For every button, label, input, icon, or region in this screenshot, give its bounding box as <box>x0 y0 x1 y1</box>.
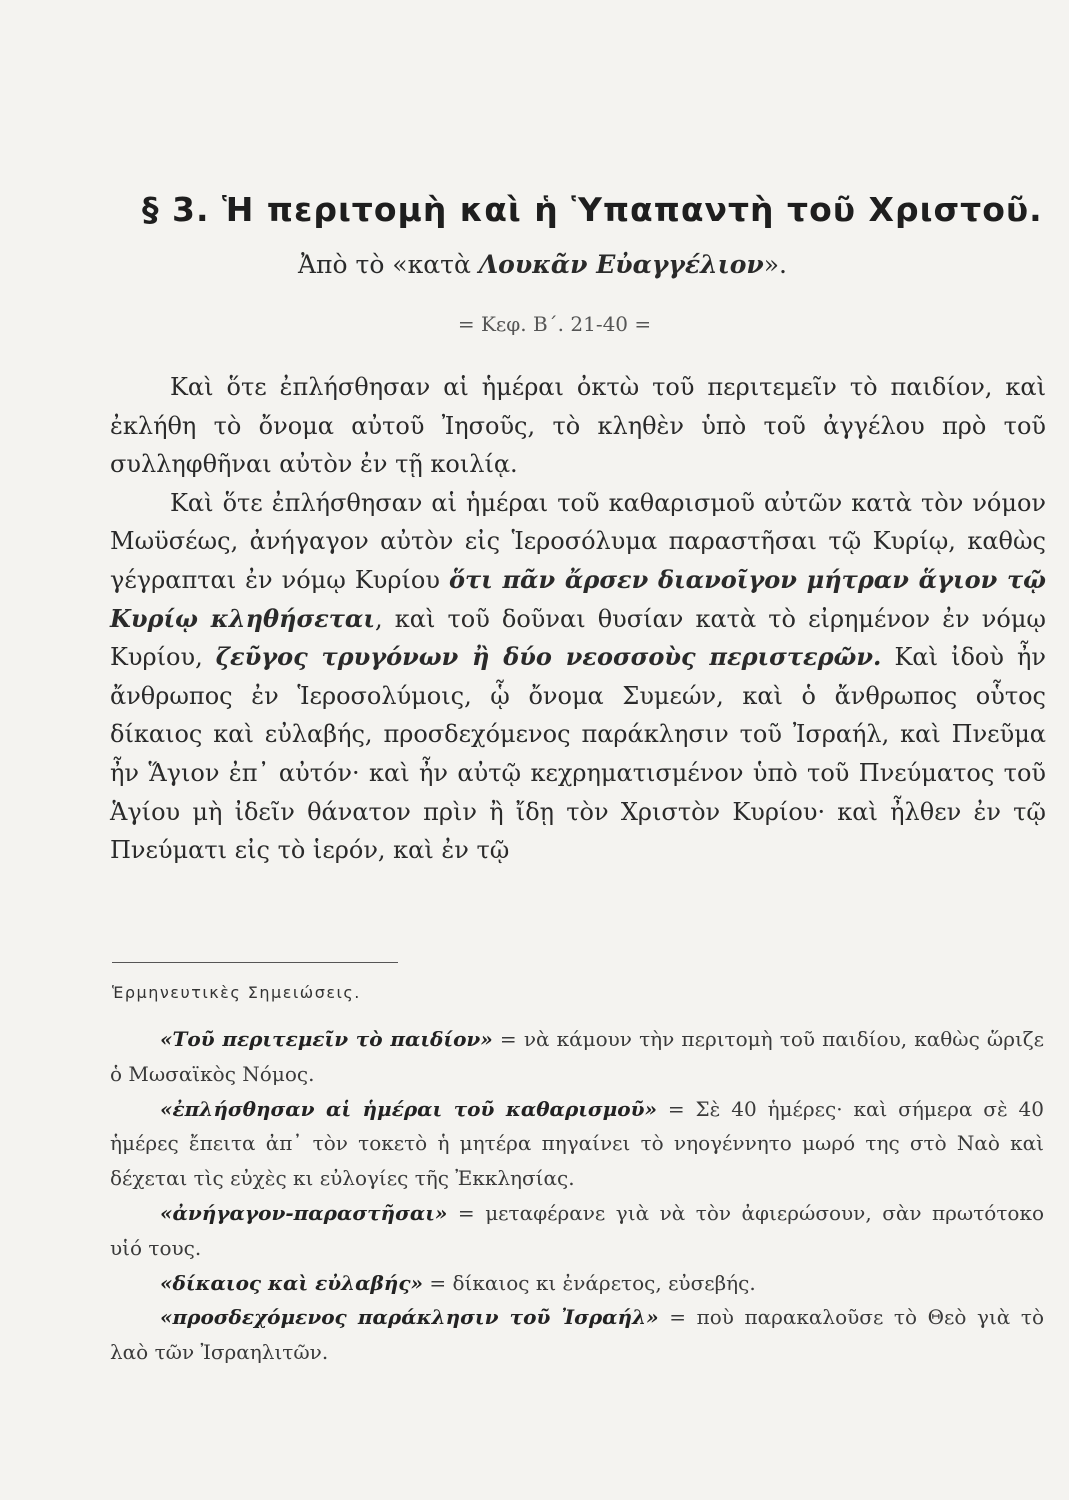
chapter-reference: = Κεφ. Β΄. 21-40 = <box>457 312 652 336</box>
footnote-divider <box>112 962 398 963</box>
scripture-paragraph <box>110 484 1046 870</box>
subtitle-suffix: ». <box>763 250 787 279</box>
note-gloss: = ποὺ παρακαλοῦσε τὸ Θεὸ γιὰ τὸ λαὸ τῶν Ἰσραηλιτῶν. <box>110 1305 1044 1365</box>
section-subtitle <box>298 250 787 279</box>
note-gloss: = δίκαιος κι ἐνάρετος, εὐσεβής. <box>423 1270 756 1295</box>
scripture-text <box>110 368 1046 870</box>
note-term: «προσδεχόμενος παράκλησιν τοῦ Ἰσραήλ» <box>160 1305 659 1330</box>
note-entry <box>110 1022 1044 1092</box>
note-term: «ἀνήγαγον-παραστῆσαι» <box>160 1200 448 1225</box>
bleed-through-text <box>110 118 1050 148</box>
note-gloss: = Σὲ 40 ἡμέρες· καὶ σήμερα σὲ 40 ἡμέρες ἔπειτα ἀπ᾽ τὸν τοκετὸ ἡ μητέρα πηγαίνει τὸ νηογέννητο μωρό της στὸ Ναὸ καὶ δέχεται τὶς εὐχὲς κι εὐλογίες τῆς Ἐκκλησίας. <box>110 1096 1044 1191</box>
scripture-segment: Καὶ ὅτε ἐπλήσθησαν αἱ ἡμέραι ὀκτὼ τοῦ περιτεμεῖν τὸ παιδίον, καὶ ἐκλήθη τὸ ὄνομα αὐτοῦ Ἰησοῦς, τὸ κληθὲν ὑπὸ τοῦ ἀγγέλου πρὸ τοῦ συλληφθῆναι αὐτὸν ἐν τῇ κοιλίᾳ. <box>110 373 1046 479</box>
note-entry <box>110 1196 1044 1266</box>
note-entry <box>110 1266 1044 1301</box>
subtitle-book: Λουκᾶν Εὐαγγέλιον <box>478 250 764 279</box>
note-gloss: = νὰ κάμουν τὴν περιτομὴ τοῦ παιδίου, καθὼς ὥριζε ὁ Μωσαϊκὸς Νόμος. <box>110 1027 1045 1086</box>
scripture-segment: Καὶ ἰδοὺ ἦν ἄνθρωπος ἐν Ἱεροσολύμοις, ᾧ ὄνομα Συμεών, καὶ ὁ ἄνθρωπος οὗτος δίκαιος καὶ εὐλαβής, προσδεχόμενος παράκλησιν τοῦ Ἰσραήλ, καὶ Πνεῦμα ἦν Ἅγιον ἐπ᾽ αὐτόν· καὶ ἦν αὐτῷ κεχρηματισμένον ὑπὸ τοῦ Πνεύματος τοῦ Ἁγίου μὴ ἰδεῖν θάνατον πρὶν ἢ ἴδῃ τὸν Χριστὸν Κυρίου· καὶ ἦλθεν ἐν τῷ Πνεύματι εἰς τὸ ἱερόν, καὶ ἐν τῷ <box>110 643 1046 865</box>
note-term: «ἐπλήσθησαν αἱ ἡμέραι τοῦ καθαρισμοῦ» <box>160 1096 658 1121</box>
scripture-segment: Καὶ ὅτε ἐπλήσθησαν αἱ ἡμέραι τοῦ καθαρισμοῦ αὐτῶν κατὰ τὸν νόμον Μωϋσέως, ἀνήγαγον αὐτὸν εἰς Ἱεροσόλυμα παραστῆσαι τῷ Κυρίῳ, καθὼς γέγραπται ἐν νόμῳ Κυρίου <box>110 488 1046 594</box>
explanatory-notes <box>110 1022 1044 1370</box>
subtitle-prefix: Ἀπὸ τὸ «κατὰ <box>298 250 471 279</box>
section-title: § 3. Ἡ περιτομὴ καὶ ἡ Ὑπαπαντὴ τοῦ Χριστοῦ. <box>142 190 1043 229</box>
scripture-paragraph <box>110 368 1046 484</box>
scripture-segment: , καὶ τοῦ δοῦναι θυσίαν κατὰ τὸ εἰρημένον ἐν νόμῳ Κυρίου, <box>110 604 1046 672</box>
note-entry <box>110 1300 1044 1370</box>
quoted-scripture: ζεῦγος τρυγόνων ἢ δύο νεοσσοὺς περιστερῶν. <box>215 642 882 672</box>
note-entry <box>110 1092 1044 1196</box>
note-gloss: = μεταφέρανε γιὰ νὰ τὸν ἀφιερώσουν, σὰν πρωτότοκο υἱό τους. <box>110 1200 1044 1260</box>
note-term: «Τοῦ περιτεμεῖν τὸ παιδίον» <box>160 1027 493 1051</box>
notes-heading: Ἑρμηνευτικὲς Σημειώσεις. <box>112 983 361 1002</box>
note-term: «δίκαιος καὶ εὐλαβής» <box>160 1270 424 1295</box>
quoted-scripture: ὅτι πᾶν ἄρσεν διανοῖγον μήτραν ἅγιον τῷ Κυρίῳ κληθήσεται <box>110 564 1047 633</box>
